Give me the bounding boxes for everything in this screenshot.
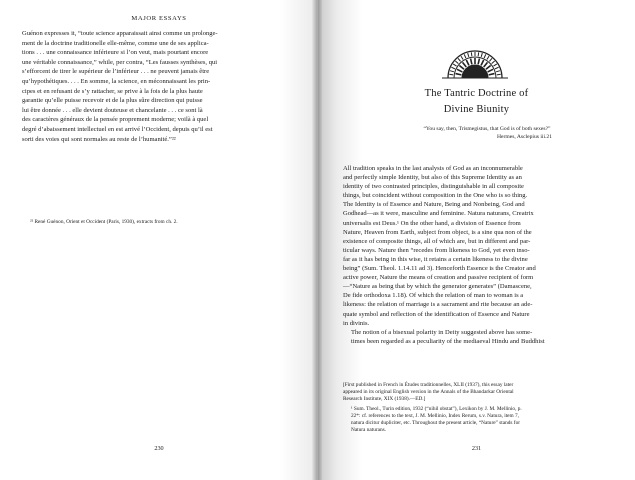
ornament-ray-outer bbox=[464, 54, 466, 58]
text-line: universalis est Deus.¹ On the other hand, a division of Essence from bbox=[343, 219, 521, 227]
ornament-ray bbox=[478, 59, 479, 65]
text-line: —“Nature as being that by which the generator generates” (Damascene, bbox=[343, 283, 532, 291]
text-line: Research Institute, XIX (1938).—ED.] bbox=[343, 396, 426, 403]
ornament-ray bbox=[459, 66, 464, 70]
ornament-ray bbox=[463, 62, 467, 67]
text-line: garantie qu’elle puisse recevoir et de la plus sûre direction qui puisse bbox=[22, 97, 203, 105]
text-line: Guénon expresses it, “toute science apparaissait ainsi comme un prolonge- bbox=[22, 30, 218, 37]
text-line: identity of two contrasted principles, distinguishable in all composite bbox=[343, 183, 524, 191]
running-head: MAJOR ESSAYS bbox=[131, 15, 187, 22]
text-line: All tradition speaks in the last analysis of God as an inconnumerable bbox=[343, 165, 523, 172]
ornament-ray-outer bbox=[487, 56, 489, 59]
sunburst-headpiece-ornament-icon bbox=[440, 40, 510, 80]
ornament-ray-outer bbox=[451, 67, 455, 69]
text-line: being” (Sum. Theol. 1.14.11 ad 3). Henceforth Essence is the Creator and bbox=[343, 265, 536, 273]
text-line: ¹ Sum. Theol., Turin edition, 1932 (“nihil obstat”), Lexikon by J. M. Mellinio, p. bbox=[351, 405, 522, 412]
text-line: sorti des voies qui sont normales au reste de l’humanité.”²² bbox=[22, 135, 176, 143]
ornament-ray-outer bbox=[489, 58, 492, 61]
chapter-title-line-2: Divine Biunity bbox=[443, 104, 510, 115]
ornament-ray bbox=[484, 62, 488, 67]
text-line: things, but coincident without composition in the One who is so thing. bbox=[343, 192, 528, 200]
ornament-ray bbox=[466, 60, 469, 65]
text-line: cipes et en refusant de s’y rattacher, se prive à la fois de la plus haute bbox=[22, 87, 203, 95]
text-line: Godhead—as it were, masculine and feminine. Natura naturans, Creatrix bbox=[343, 210, 534, 218]
ornament-ray bbox=[481, 60, 484, 65]
text-line: Natura naturans. bbox=[351, 427, 387, 434]
ornament-ray-outer bbox=[455, 61, 458, 64]
paragraph bbox=[343, 406, 616, 435]
epigraph-quote: “You say, then, Trismegistus, that God is of both sexes?” bbox=[423, 126, 551, 132]
ornament-ray-outer bbox=[471, 52, 472, 56]
text-line: The notion of a bisexual polarity in Deity suggested above has some- bbox=[351, 328, 533, 336]
text-line: existence of composite things, all of which are, but in different and par- bbox=[343, 237, 531, 245]
paragraph bbox=[343, 328, 616, 346]
ornament-ray-outer bbox=[484, 54, 486, 58]
text-line: des caractères généraux de la pensée proprement moderne; voilà à quel bbox=[22, 116, 209, 124]
ornament-ray-outer bbox=[461, 56, 463, 59]
epigraph-source: Hermes, Asclepius iii.21 bbox=[497, 133, 552, 140]
left-body-text bbox=[22, 29, 298, 144]
ornament-ray-outer bbox=[496, 71, 500, 72]
text-line: 22*: cf. references to the text, J. M. Mellinio, Index Rerum, s.v. Natura, item 7, bbox=[351, 412, 519, 419]
ornament-ray-outer bbox=[478, 52, 479, 56]
epigraph bbox=[382, 126, 592, 141]
text-line: likeness: the relation of marriage is a sacrament and rite because an ade- bbox=[343, 301, 533, 309]
book-gutter bbox=[312, 0, 322, 480]
text-line: tions . . . une connaissance inférieure si l’on veut, mais pourtant encore bbox=[22, 49, 209, 57]
ornament-ray bbox=[456, 74, 462, 75]
ornament-ray-outer bbox=[458, 58, 461, 61]
text-line: une véritable connaissance,” while, per contra, “Les fausses synthèses, qui bbox=[22, 58, 218, 66]
ornament-ray-outer bbox=[450, 71, 454, 72]
right-footnotes bbox=[343, 382, 616, 436]
page-number-right: 231 bbox=[471, 445, 482, 452]
page-number-left: 230 bbox=[154, 445, 164, 452]
left-footnote: ²² René Guénon, Orient et Occident (Paris, 1930), extracts from ch. 2. bbox=[30, 219, 178, 225]
text-line: degré d’abaissement intellectuel en est arrivé l’Occident, depuis qu’il est bbox=[22, 125, 213, 133]
text-line: in divinis. bbox=[343, 319, 370, 327]
ornament-ray-outer bbox=[481, 53, 482, 57]
ornament-ray bbox=[471, 59, 472, 65]
text-line: The Identity is of Essence and Nature, Being and Nonbeing, God and bbox=[343, 201, 525, 209]
ornament-ray-outer bbox=[453, 64, 456, 66]
ornament-ray bbox=[457, 69, 462, 72]
text-line: lui être donnée . . . elle devient douteuse et chancelante . . . ce sont là bbox=[22, 106, 203, 114]
text-line: natura dicitur dupliciter, etc. Throughout the present article, “Nature” stands for bbox=[351, 420, 520, 427]
text-line: times been regarded as a peculiarity of the mediaeval Hindu and Buddhist bbox=[351, 337, 545, 345]
text-line: quate symbol and reflection of the identification of Essence and Nature bbox=[343, 310, 530, 318]
right-body-text bbox=[343, 164, 616, 346]
chapter-title-line-1: The Tantric Doctrine of bbox=[424, 88, 529, 99]
paragraph bbox=[343, 164, 616, 328]
text-line: far as it has being in this wise, it retains a certain likeness to the divine bbox=[343, 255, 528, 263]
text-line: [First published in French in Études traditionnelles, XLII (1937), this essay later bbox=[343, 382, 514, 388]
ornament-ray bbox=[488, 69, 493, 72]
paragraph bbox=[343, 382, 616, 404]
text-line: De fide orthodoxa 1.18). Of which the relation of man to woman is a bbox=[343, 292, 524, 300]
text-line: and perfectly simple Identity, but also of this Supreme Identity as an bbox=[343, 174, 522, 182]
text-line: s’efforcent de tirer le supérieur de l’inférieur . . . ne peuvent jamais être bbox=[22, 68, 210, 76]
ornament-ray-outer bbox=[492, 61, 495, 64]
ornament-ray-outer bbox=[494, 64, 497, 66]
ornament-ray-outer bbox=[468, 53, 469, 57]
ornament-ray-outer bbox=[495, 67, 499, 69]
text-line: ment de la doctrine traditionelle elle-même, comme une de ses applica- bbox=[22, 39, 209, 47]
text-line: appeared in its original English version in the Annals of the Bhandarkar Oriental bbox=[343, 389, 514, 396]
ornament-ray-outer bbox=[449, 74, 453, 75]
ornament-ray bbox=[486, 66, 491, 70]
ornament-ray bbox=[489, 74, 495, 75]
text-line: qu’hypothétiques. . . . En somme, la science, en méconnaissant les prin- bbox=[22, 77, 211, 85]
ornament-ray-outer bbox=[497, 74, 501, 75]
text-line: Nature, Heaven from Earth, subject from object, is a sine qua non of the bbox=[343, 228, 532, 236]
text-line: active power, Nature the means of creation and passive recipient of form bbox=[343, 274, 534, 282]
paragraph bbox=[22, 29, 298, 144]
text-line: ticular ways. Nature then “recedes from likeness to God, yet even inso- bbox=[343, 246, 530, 254]
